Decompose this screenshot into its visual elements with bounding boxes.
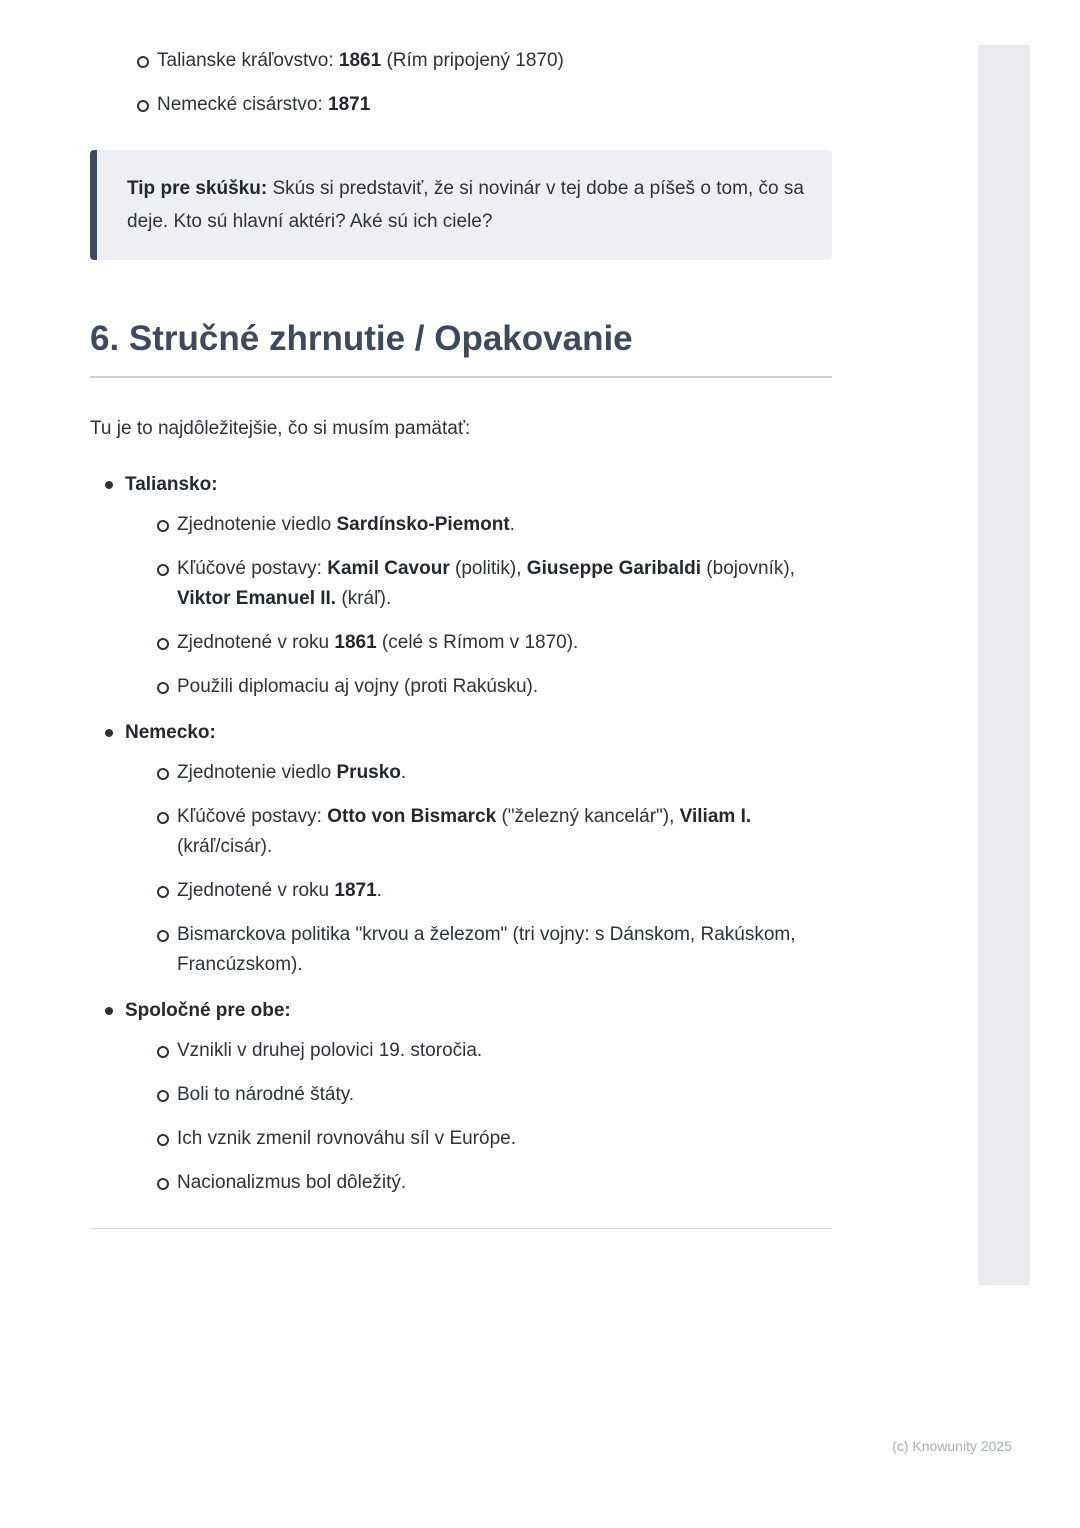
list-item: Nacionalizmus bol dôležitý. [157, 1168, 832, 1198]
list-item: Vznikli v druhej polovici 19. storočia. [157, 1036, 832, 1066]
list-item: Talianske kráľovstvo: 1861 (Rím pripojený 1870) [137, 46, 832, 76]
summary-sub-list [125, 758, 832, 980]
summary-group-label: Taliansko: [125, 474, 218, 495]
summary-sub-list [125, 1036, 832, 1198]
summary-group-label: Nemecko: [125, 722, 216, 743]
tip-callout: Tip pre skúšku: Skús si predstaviť, že si novinár v tej dobe a píšeš o tom, čo sa deje. Kto sú hlavní aktéri? Aké sú ich ciele? [90, 150, 832, 260]
bottom-divider [90, 1228, 832, 1229]
list-item: Kľúčové postavy: Otto von Bismarck ("železný kancelár"), Viliam I. (kráľ/cisár). [157, 802, 832, 862]
list-group [105, 718, 832, 980]
list-item: Zjednotenie viedlo Prusko. [157, 758, 832, 788]
list-item: Ich vznik zmenil rovnováhu síl v Európe. [157, 1124, 832, 1154]
summary-sub-list [125, 510, 832, 702]
list-group [105, 996, 832, 1198]
list-item: Zjednotené v roku 1861 (celé s Rímom v 1870). [157, 628, 832, 658]
list-item: Kľúčové postavy: Kamil Cavour (politik), Giuseppe Garibaldi (bojovník), Viktor Emanuel II. (kráľ). [157, 554, 832, 614]
list-item: Zjednotenie viedlo Sardínsko-Piemont. [157, 510, 832, 540]
list-item: Boli to národné štáty. [157, 1080, 832, 1110]
list-item: Použili diplomaciu aj vojny (proti Rakúsku). [157, 672, 832, 702]
copyright-text: (c) Knowunity 2025 [892, 1438, 1012, 1454]
summary-group-label: Spoločné pre obe: [125, 1000, 291, 1021]
document-content [90, 46, 832, 1229]
section-heading: 6. Stručné zhrnutie / Opakovanie [90, 319, 633, 358]
list-item: Zjednotené v roku 1871. [157, 876, 832, 906]
list-item: Nemecké cisárstvo: 1871 [137, 90, 832, 120]
intro-paragraph: Tu je to najdôležitejšie, čo si musím pamätať: [90, 418, 471, 439]
scrollbar-track[interactable] [978, 45, 1030, 1285]
list-group [105, 470, 832, 702]
summary-list [90, 470, 832, 1198]
heading-divider [90, 376, 832, 378]
top-list [90, 46, 832, 120]
list-item: Bismarckova politika "krvou a železom" (tri vojny: s Dánskom, Rakúskom, Francúzskom). [157, 920, 832, 980]
